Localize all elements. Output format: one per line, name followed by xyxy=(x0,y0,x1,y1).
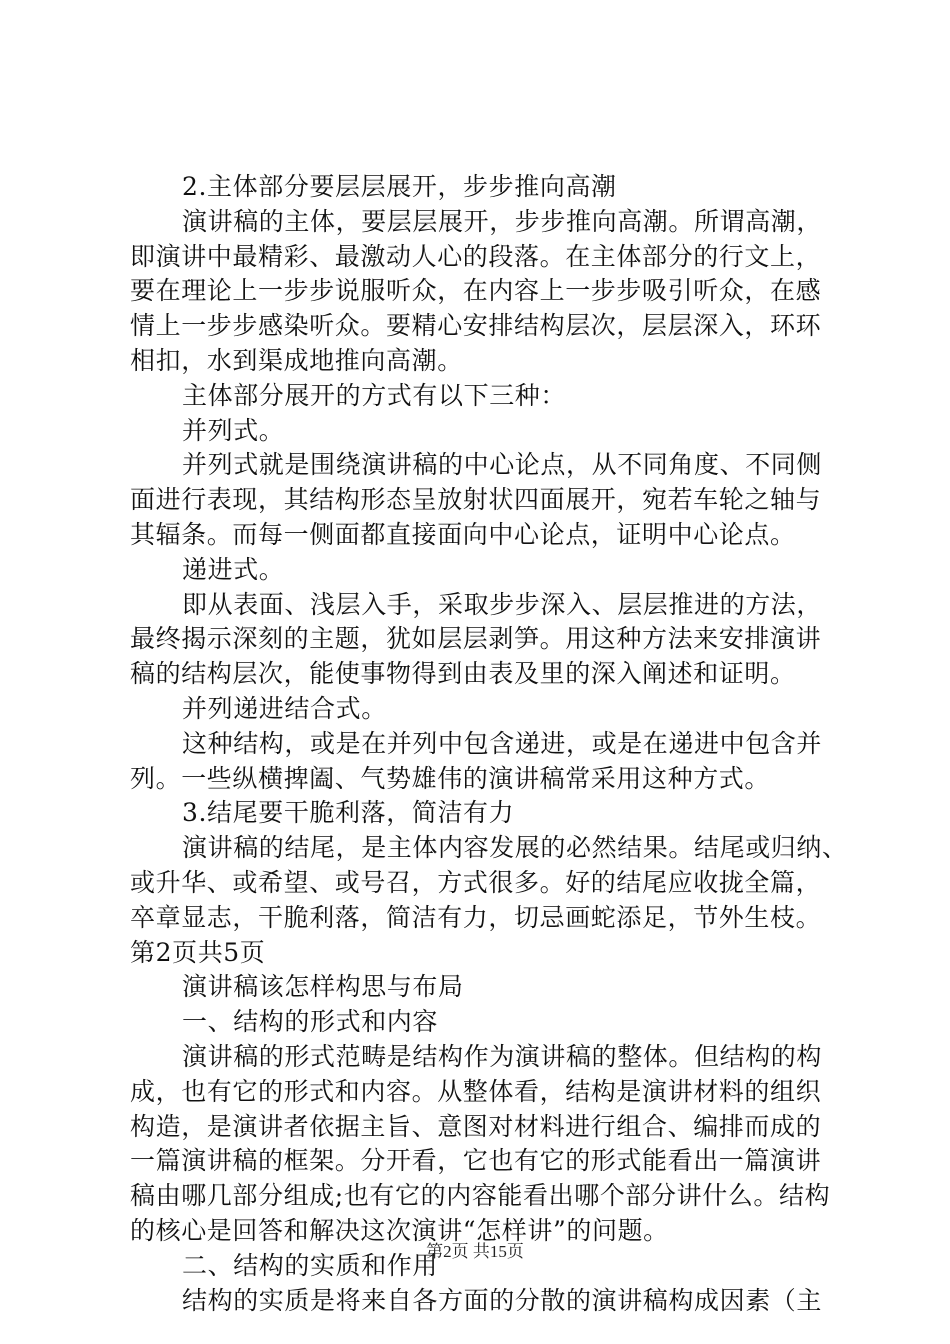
text-line: 稿由哪几部分组成;也有它的内容能看出哪个部分讲什么。结构 xyxy=(130,1181,831,1211)
text-line: 卒章显志，干脆利落，简洁有力，切忌画蛇添足，节外生枝。 xyxy=(130,902,822,932)
text-line: 并列式。 xyxy=(182,415,285,445)
text-line: 即从表面、浅层入手，采取步步深入、层层推进的方法， xyxy=(182,589,823,619)
text-line: 3.结尾要干脆利落，简洁有力 xyxy=(182,798,515,828)
text-line: 稿的结构层次，能使事物得到由表及里的深入阐述和证明。 xyxy=(130,659,796,689)
text-line: 一、结构的形式和内容 xyxy=(182,1007,439,1037)
text-line: 主体部分展开的方式有以下三种： xyxy=(182,380,567,410)
text-line: 列。一些纵横捭阖、气势雄伟的演讲稿常采用这种方式。 xyxy=(130,763,771,793)
text-line: 情上一步步感染听众。要精心安排结构层次，层层深入，环环 xyxy=(130,311,822,341)
page-footer: 第2页 共15页 xyxy=(426,1242,524,1261)
document-body xyxy=(130,170,848,1318)
text-line: 演讲稿的主体，要层层展开，步步推向高潮。所谓高潮， xyxy=(182,206,823,236)
text-line: 一篇演讲稿的框架。分开看，它也有它的形式能看出一篇演讲 xyxy=(130,1146,822,1176)
text-line: 的核心是回答和解决这次演讲“怎样讲”的问题。 xyxy=(130,1215,669,1245)
text-line: 递进式。 xyxy=(182,554,285,584)
text-line: 相扣，水到渠成地推向高潮。 xyxy=(130,345,463,375)
text-line: 并列递进结合式。 xyxy=(182,693,387,723)
text-line: 演讲稿的形式范畴是结构作为演讲稿的整体。但结构的构 xyxy=(182,1041,823,1071)
text-line: 并列式就是围绕演讲稿的中心论点，从不同角度、不同侧 xyxy=(182,450,823,480)
text-line: 2.主体部分要层层展开，步步推向高潮 xyxy=(182,172,617,201)
text-line: 其辐条。而每一侧面都直接面向中心论点，证明中心论点。 xyxy=(130,519,796,549)
text-line: 成，也有它的形式和内容。从整体看，结构是演讲材料的组织 xyxy=(130,1076,822,1106)
text-line: 这种结构，或是在并列中包含递进，或是在递进中包含并 xyxy=(182,728,823,758)
text-line: 演讲稿的结尾，是主体内容发展的必然结果。结尾或归纳、 xyxy=(182,833,848,863)
text-line: 或升华、或希望、或号召，方式很多。好的结尾应收拢全篇， xyxy=(130,867,822,897)
text-line: 构造，是演讲者依据主旨、意图对材料进行组合、编排而成的 xyxy=(130,1111,822,1141)
text-line: 即演讲中最精彩、最激动人心的段落。在主体部分的行文上， xyxy=(130,241,822,271)
text-line: 结构的实质是将来自各方面的分散的演讲稿构成因素（主 xyxy=(182,1285,823,1315)
text-line: 最终揭示深刻的主题，犹如层层剥笋。用这种方法来安排演讲 xyxy=(130,624,822,654)
text-line: 二、结构的实质和作用 xyxy=(182,1250,439,1280)
text-line: 面进行表现，其结构形态呈放射状四面展开，宛若车轮之轴与 xyxy=(130,485,822,515)
text-line: 要在理论上一步步说服听众，在内容上一步步吸引听众，在感 xyxy=(130,276,822,306)
text-line: 第2页共5页 xyxy=(130,937,266,967)
text-line: 演讲稿该怎样构思与布局 xyxy=(182,972,464,1002)
